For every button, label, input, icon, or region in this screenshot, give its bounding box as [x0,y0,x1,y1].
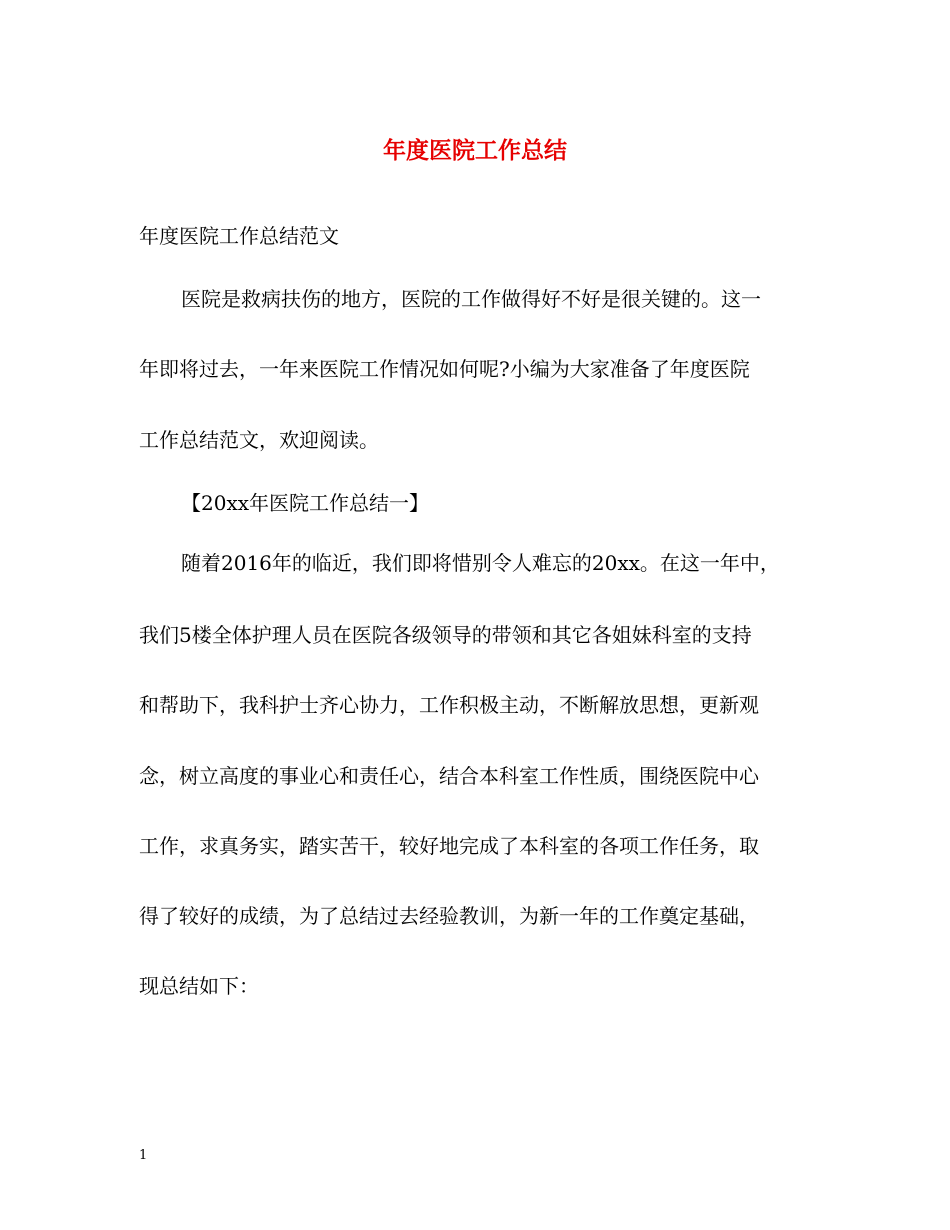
paragraph-3-line-5: 工作，求真务实，踏实苦干，较好地完成了本科室的各项工作任务，取 [139,834,759,858]
paragraph-3-line-6: 得了较好的成绩，为了总结过去经验教训，为新一年的工作奠定基础， [139,904,759,928]
paragraph-1-line-2: 年即将过去，一年来医院工作情况如何呢?小编为大家准备了年度医院 [139,357,750,381]
section-heading: 【20xx年医院工作总结一】 [181,491,430,515]
paragraph-3-line-3: 和帮助下，我科护士齐心协力，工作积极主动，不断解放思想，更新观 [139,693,759,717]
document-title: 年度医院工作总结 [383,137,567,164]
page-number: 1 [139,1148,148,1163]
paragraph-1-line-3: 工作总结范文，欢迎阅读。 [139,428,379,452]
paragraph-3-line-2: 我们5楼全体护理人员在医院各级领导的带领和其它各姐妹科室的支持 [139,623,752,647]
paragraph-1-line-1: 医院是救病扶伤的地方，医院的工作做得好不好是很关键的。这一 [181,287,761,311]
document-subtitle: 年度医院工作总结范文 [139,224,339,248]
paragraph-3-line-4: 念，树立高度的事业心和责任心，结合本科室工作性质，围绕医院中心 [139,764,759,788]
paragraph-3-line-1: 随着2016年的临近，我们即将惜别令人难忘的20xx。在这一年中， [181,551,780,575]
paragraph-3-line-7: 现总结如下： [139,974,259,998]
